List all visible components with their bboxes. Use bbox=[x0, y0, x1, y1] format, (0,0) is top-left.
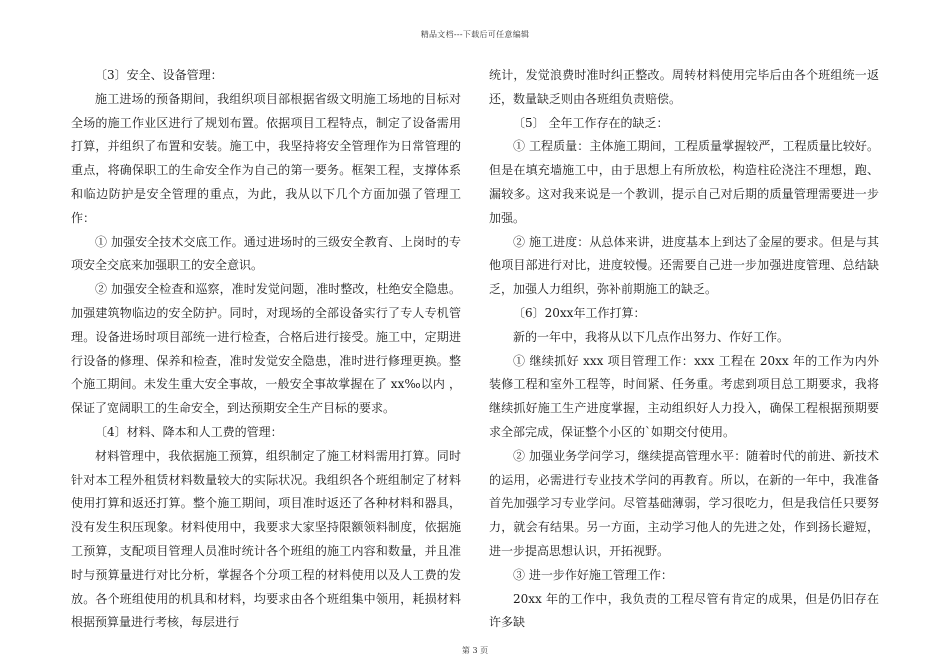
section-heading: 〔3〕安全、设备管理： bbox=[95, 68, 223, 82]
paragraph: ② 加强安全检查和巡察，准时发觉问题，准时整改，杜绝安全隐患。加强建筑物临边的安全防护。同时，对现场的全部设备实行了专人专机管理。设备进场时项目部统一进行检查，合格后进行接受。施工中，定期进行设备的修理、保养和检查，准时发觉安全隐患，准时进行修理更换。整个施工期间。未发生重大安全事故，一般安全事故掌握在了 xx‰以内 ，保证了宽阔职工的生命安全，到达预期安全生产目标的要求。 bbox=[71, 282, 461, 416]
page-header: 精品文档---下载后可任意编辑 bbox=[420, 30, 530, 39]
paragraph: ① 继续抓好 xxx 项目管理工作：xxx 工程在 20xx 年的工作为内外装修工程和室外工程等，时间紧、任务重。考虑到项目总工期要求，我将继续抓好施工生产进度掌握，主动组织好人力投入，确保工程根据预期要求全部完成，保证整个小区的`如期交付使用。 bbox=[489, 353, 879, 439]
right-column bbox=[489, 64, 879, 635]
paragraph: ② 施工进度：从总体来讲，进度基本上到达了金屋的要求。但是与其他项目部进行对比，进度较慢。还需要自己进一步加强进度管理、总结缺乏，加强人力组织，弥补前期施工的缺乏。 bbox=[489, 234, 879, 297]
paragraph: 新的一年中，我将从以下几点作出努力、作好工作。 bbox=[513, 329, 790, 344]
section-heading: 〔6〕20xx年工作打算： bbox=[513, 305, 646, 320]
paragraph: ③ 进一步作好施工管理工作： bbox=[513, 567, 673, 582]
section-heading: 〔4〕材料、降本和人工费的管理： bbox=[95, 424, 283, 439]
left-column bbox=[71, 64, 461, 635]
paragraph: ② 加强业务学问学习，继续提高管理水平：随着时代的前进、新技术的运用，必需进行专业技术学问的再教育。所以，在新的一年中，我准备首先加强学习专业学问。尽管基础薄弱，学习很吃力，但是我信任只要努力，就会有结果。另一方面，主动学习他人的先进之处，作到扬长避短，进一步提高思想认识，开拓视野。 bbox=[489, 448, 879, 558]
paragraph: 20xx 年的工作中，我负责的工程尽管有肯定的成果，但是仍旧存在许多缺 bbox=[489, 591, 879, 630]
section-heading: 〔5〕 全年工作存在的缺乏： bbox=[513, 115, 669, 130]
paragraph: 材料管理中，我依据施工预算，组织制定了施工材料需用打算。同时针对本工程外租赁材料数量较大的实际状况。我组织各个班组制定了材料使用打算和返还打算。整个施工期间，项目准时返还了各种材料和器具，没有发生积压现象。材料使用中，我要求大家坚持限额领料制度，依据施工预算，支配项目管理人员准时统计各个班组的施工内容和数量，并且准时与预算量进行对比分析，掌握各个分项工程的材料使用以及人工费的发放。各个班组使用的机具和材料，均要求由各个班组集中领用，耗损材料根据预算量进行考核，每层进行 bbox=[71, 448, 461, 630]
paragraph: ① 工程质量：主体施工期间，工程质量掌握较严，工程质量比较好。但是在填充墙施工中，由于思想上有所放松，构造柱砼浇注不理想，跑、漏较多。这对我来说是一个教训，提示自己对后期的质量管理需要进一步加强。 bbox=[489, 139, 879, 225]
paragraph: 施工进场的预备期间，我组织项目部根据省级文明施工场地的目标对全场的施工作业区进行了规划布置。依据项目工程特点，制定了设备需用打算，并组织了布置和安装。施工中，我坚持将安全管理作为日常管理的重点，将确保职工的生命安全作为自己的第一要务。框架工程，支撑体系和临边防护是安全管理的重点，为此，我从以下几个方面加强了管理工作： bbox=[71, 91, 461, 225]
paragraph: ① 加强安全技术交底工作。通过进场时的三级安全教育、上岗时的专项安全交底来加强职工的安全意识。 bbox=[71, 234, 461, 273]
paragraph-continuation: 统计，发觉浪费时准时纠正整改。周转材料使用完毕后由各个班组统一返还，数量缺乏则由各班组负责赔偿。 bbox=[489, 68, 879, 106]
page-number: 第 3 页 bbox=[461, 646, 489, 655]
